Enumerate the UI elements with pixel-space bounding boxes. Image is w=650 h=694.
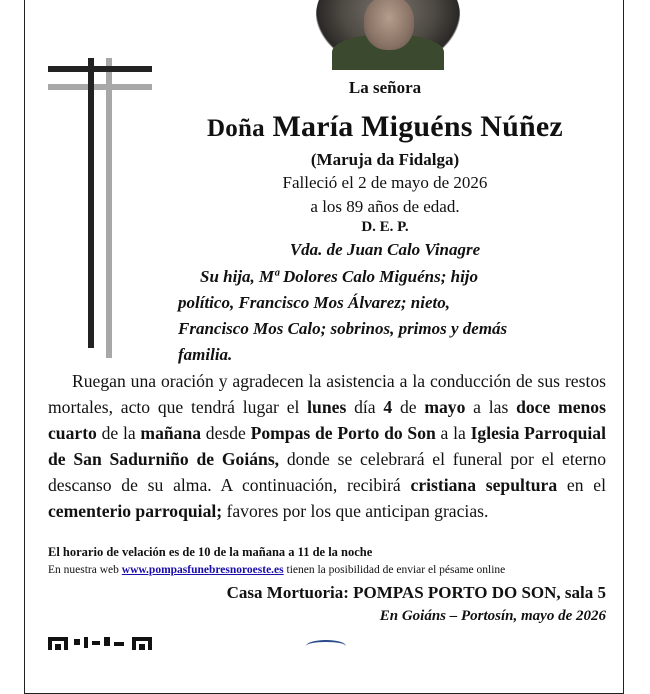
- intro-text: La señora: [348, 78, 422, 97]
- deceased-fullname: María Miguéns Núñez: [272, 110, 563, 143]
- family-list: [178, 264, 606, 368]
- rip: D. E. P.: [361, 219, 409, 235]
- cross-dark-vertical: [88, 58, 94, 348]
- day: lunes: [307, 397, 347, 417]
- month: mayo: [424, 397, 466, 417]
- wake-hours: El horario de velación es de 10 de la mañana a 11 de la noche: [48, 545, 373, 559]
- deceased-title: Doña: [207, 115, 265, 142]
- family-line: Su hija, Mª Dolores Calo Miguéns; hijo: [200, 267, 479, 286]
- church: Iglesia Parroquial de San Sadurniño de Goiáns,: [48, 423, 606, 469]
- widow-of: Vda. de Juan Calo Vinagre: [289, 240, 481, 259]
- age: a los 89 años de edad.: [310, 197, 460, 216]
- part-of-day: mañana: [140, 423, 202, 443]
- family-line: Francisco Mos Calo; sobrinos, primos y demás: [178, 319, 508, 338]
- deceased-name: [170, 110, 600, 144]
- logo-icon: [306, 640, 346, 652]
- cross-dark-horizontal: [48, 66, 152, 72]
- deceased-photo: [316, 0, 460, 68]
- time: doce menos cuarto: [48, 397, 606, 443]
- cross-icon: [48, 58, 152, 358]
- death-date: Falleció el 2 de mayo de 2026: [282, 173, 488, 192]
- web-note: En nuestra web www.pompasfunebresnoroeste.es tienen la posibilidad de enviar el pésame online: [48, 564, 506, 576]
- qr-code-icon[interactable]: [48, 637, 152, 650]
- date: 4: [383, 397, 393, 417]
- website-link[interactable]: www.pompasfunebresnoroeste.es: [121, 564, 284, 576]
- cross-gray-horizontal: [48, 84, 152, 90]
- photo-face: [364, 0, 414, 50]
- origin: Pompas de Porto do Son: [250, 423, 436, 443]
- family-line: político, Francisco Mos Álvarez; nieto,: [178, 293, 450, 312]
- cross-gray-vertical: [106, 58, 112, 358]
- nickname: (Maruja da Fidalga): [310, 150, 460, 169]
- funeral-home: Casa Mortuoria: POMPAS PORTO DO SON, sala 5: [226, 583, 606, 602]
- burial: cristiana sepultura: [410, 475, 558, 495]
- family-line: familia.: [178, 345, 233, 364]
- cemetery: cementerio parroquial;: [48, 501, 223, 521]
- place-date: En Goiáns – Portosín, mayo de 2026: [379, 608, 606, 624]
- announcement-text: Ruegan una oración y agradecen la asistencia a la conducción de sus restos mortales, acto que tendrá lugar el lunes día 4 de mayo a las doce menos cuarto de la mañana desde Pompas de Porto do Son a la Iglesia Parroquial de San Sadurniño de Goiáns, donde se celebrará el funeral por el eterno descanso de su alma. A continuación, recibirá cristiana sepultura en el cementerio parroquial; favores por los que anticipan gracias.: [48, 371, 607, 521]
